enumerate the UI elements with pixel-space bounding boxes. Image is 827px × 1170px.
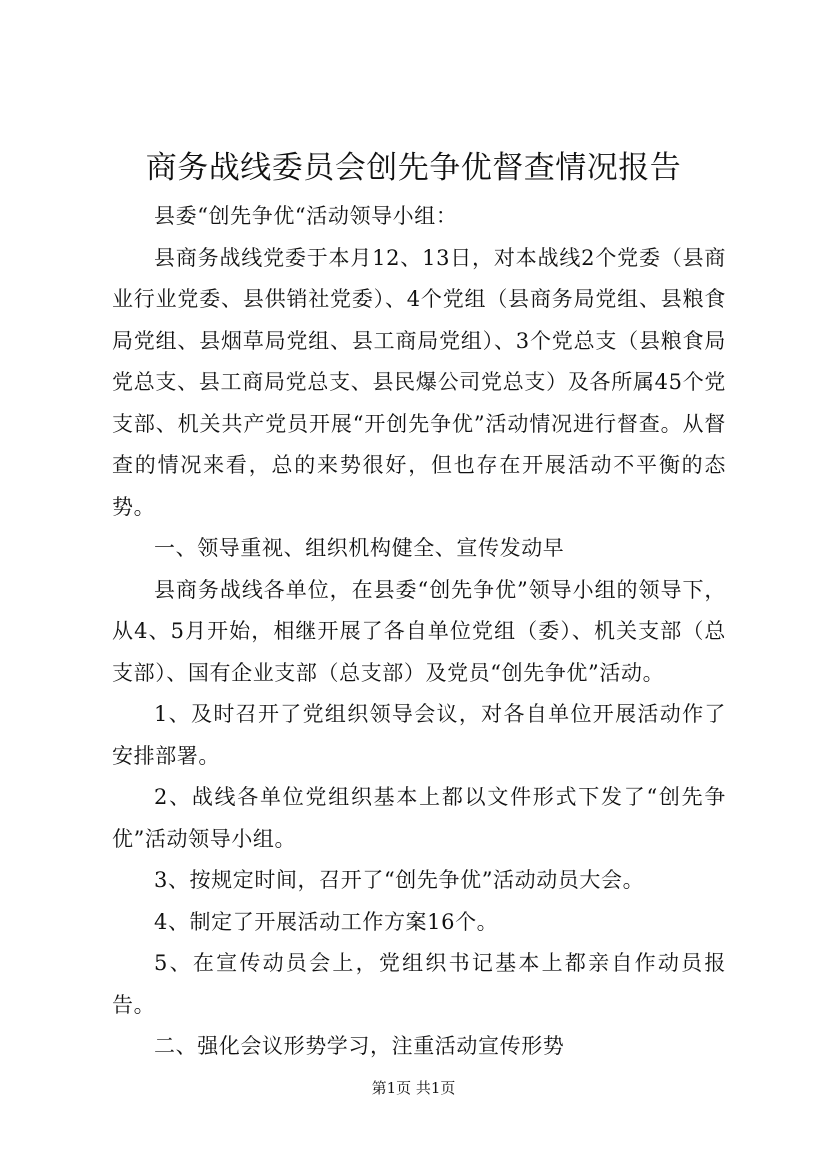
document-body bbox=[112, 196, 726, 1068]
paragraph: 县商务战线党委于本月12、13日，对本战线2个党委（县商业行业党委、县供销社党委）、4个党组（县商务局党组、县粮食局党组、县烟草局党组、县工商局党组）、3个党总支（县粮食局党总支、县工商局党总支、县民爆公司党总支）及各所属45个党支部、机关共产党员开展“开创先争优”活动情况进行督查。从督查的情况来看，总的来势很好，但也存在开展活动不平衡的态势。 bbox=[112, 245, 726, 519]
salutation: 县委“创先争优“活动领导小组： bbox=[154, 204, 458, 228]
document-title: 商务战线委员会创先争优督查情况报告 bbox=[145, 150, 682, 186]
list-item: 5、在宣传动员会上，党组织书记基本上都亲自作动员报告。 bbox=[112, 951, 726, 1017]
list-item: 4、制定了开展活动工作方案16个。 bbox=[154, 909, 499, 934]
paragraph: 县商务战线各单位，在县委“创先争优”领导小组的领导下，从4、5月开始，相继开展了各自单位党组（委）、机关支部（总支部）、国有企业支部（总支部）及党员“创先争优”活动。 bbox=[112, 577, 726, 685]
list-item: 3、按规定时间，召开了“创先争优”活动动员大会。 bbox=[154, 868, 645, 892]
section-heading: 二、强化会议形势学习，注重活动宣传形势 bbox=[154, 1034, 565, 1058]
list-item: 2、战线各单位党组织基本上都以文件形式下发了“创先争优”活动领导小组。 bbox=[112, 785, 726, 851]
section-heading: 一、领导重视、组织机构健全、宣传发动早 bbox=[154, 536, 565, 560]
list-item: 1、及时召开了党组织领导会议，对各自单位开展活动作了安排部署。 bbox=[112, 702, 726, 768]
page-footer: 第1页 共1页 bbox=[371, 1079, 456, 1097]
